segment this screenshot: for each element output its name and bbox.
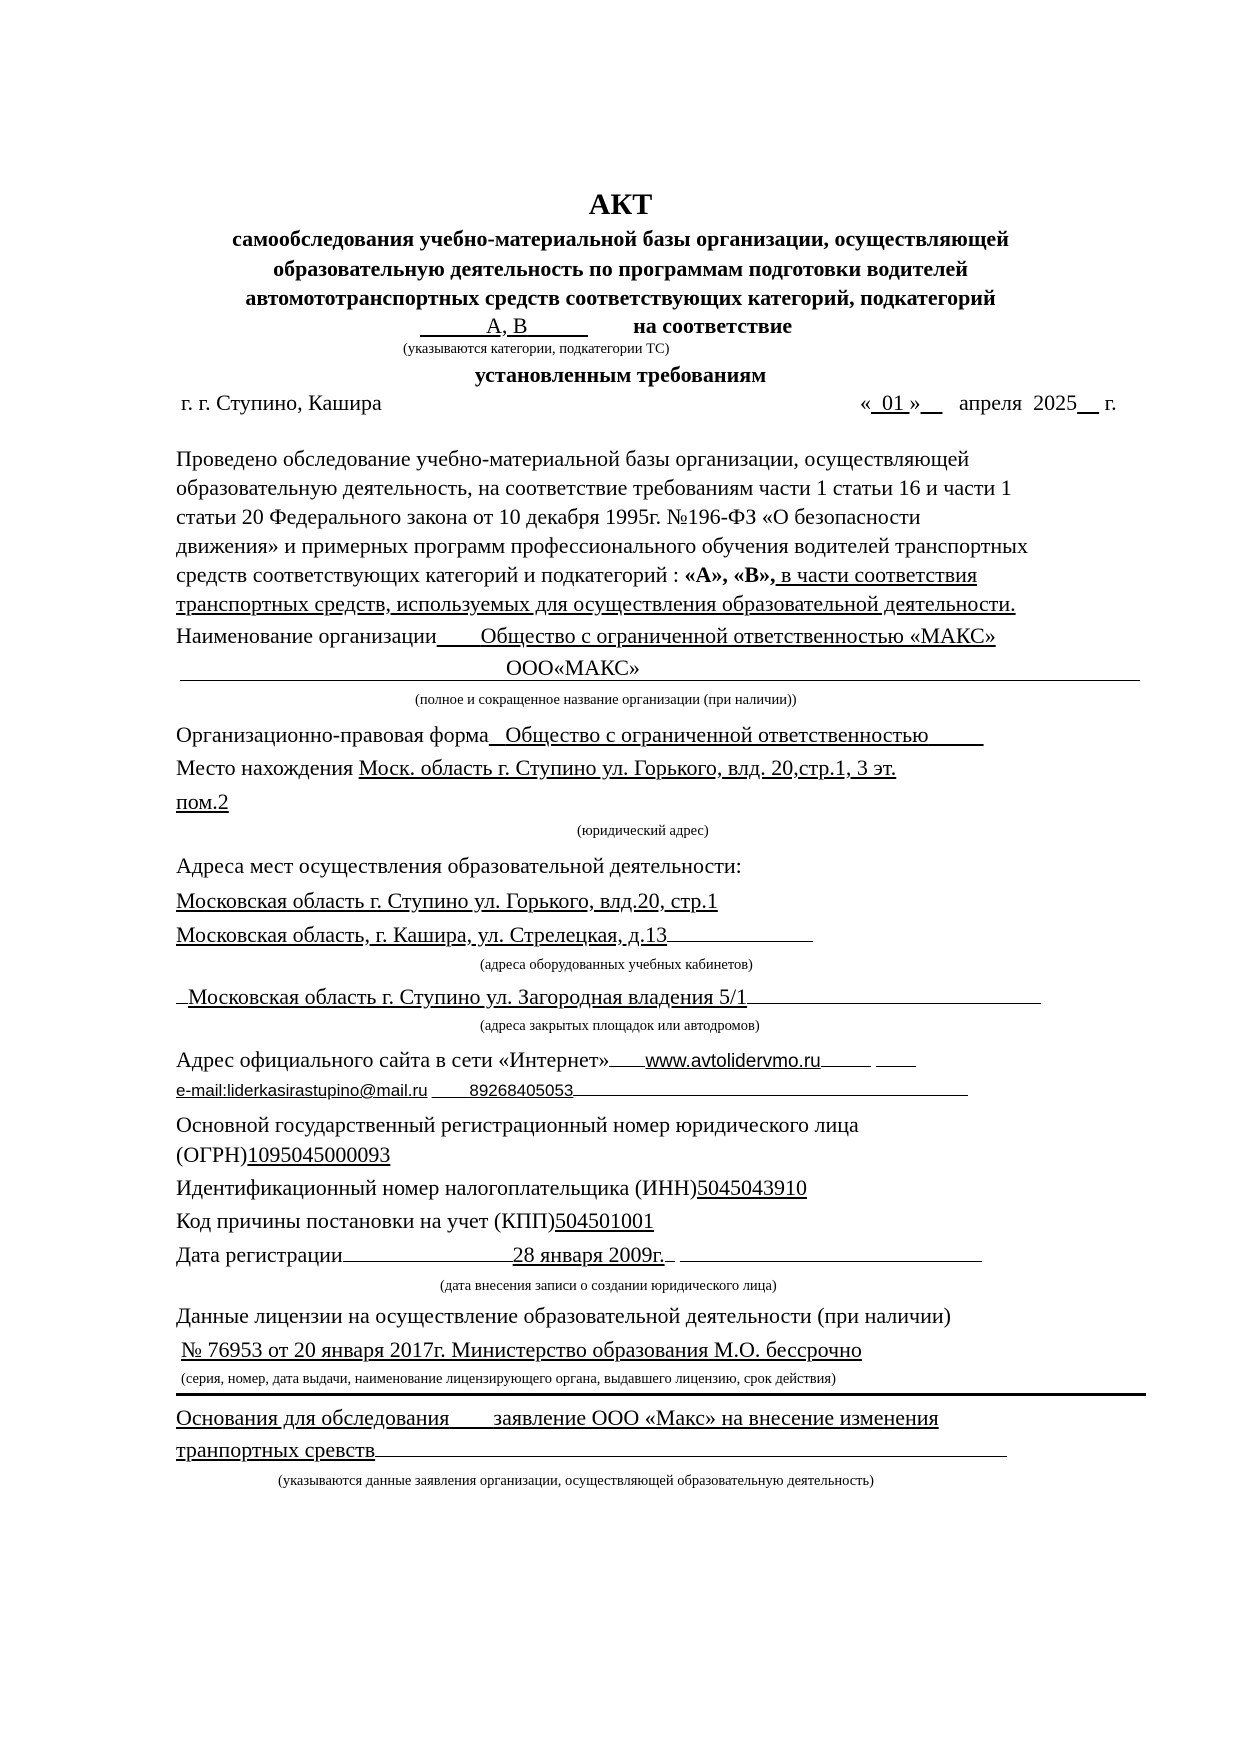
location-line-1: Моск. область г. Ступино ул. Горького, влд. 20,стр.1, 3 эт. (358, 755, 897, 780)
intro-line-5: средств соответствующих категорий и подкатегорий : «А», «В», в части соответствия (176, 562, 978, 587)
intro-line-2: образовательную деятельность, на соответствие требованиям части 1 статьи 16 и части 1 (176, 475, 1012, 500)
license-value: № 76953 от 20 января 2017г. Министерство образования М.О. бессрочно (181, 1337, 862, 1362)
location-note: (юридический адрес) (577, 823, 709, 839)
categories-value: А, В (486, 313, 528, 338)
site-address-row (176, 983, 1041, 1010)
kpp-value: 504501001 (555, 1208, 655, 1233)
inn-row (176, 1175, 807, 1201)
basis-value-line-1: заявление ООО «Макс» на внесение изменения (493, 1405, 939, 1430)
location-row (176, 755, 896, 781)
license-note: (серия, номер, дата выдачи, наименование лицензирующего органа, выдавшего лицензию, срок действия) (181, 1371, 836, 1387)
kpp-label: Код причины постановки на учет (КПП) (176, 1208, 556, 1233)
legal-form-row (176, 722, 984, 748)
org-short-name: ООО«МАКС» (506, 655, 640, 680)
intro-line-4: движения» и примерных программ профессионального обучения водителей транспортных (176, 533, 1028, 558)
basis-value-line-2: транпортных сревств (176, 1437, 376, 1462)
ogrn-label-line-1: Основной государственный регистрационный номер юридического лица (176, 1112, 859, 1137)
basis-row (176, 1405, 939, 1431)
legal-form-value: Общество с ограниченной ответственностью (505, 722, 929, 747)
ogrn-label-line-2: (ОГРН) (176, 1142, 248, 1167)
basis-label: Основания для обследования (176, 1405, 450, 1430)
intro-categories: «А», «В», (684, 562, 776, 587)
subtitle-tail: на соответствие (633, 313, 793, 338)
inn-label: Идентификационный номер налогоплательщика (ИНН) (176, 1175, 698, 1200)
cabinets-note: (адреса оборудованных учебных кабинетов) (480, 957, 753, 973)
cabinet-address-1: Московская область г. Ступино ул. Горького, влд.20, стр.1 (176, 888, 718, 913)
subtitle-line-3: автомототранспортных средств соответствующих категорий, подкатегорий (245, 285, 996, 310)
reg-date-row (176, 1241, 982, 1268)
intro-line-3: статьи 20 Федерального закона от 10 декабря 1995г. №196-ФЗ «О безопасности (176, 504, 921, 529)
subtitle-line-5: установленным требованиям (474, 362, 767, 387)
legal-form-label: Организационно-правовая форма (176, 722, 489, 747)
inn-value: 5045043910 (697, 1175, 808, 1200)
date-month: апреля (959, 390, 1023, 415)
phone: 89268405053 (469, 1081, 574, 1100)
basis-row-2 (176, 1436, 1007, 1463)
basis-note: (указываются данные заявления организации, осуществляющей образовательную деятельность) (278, 1473, 874, 1489)
categories-note: (указываются категории, подкатегории ТС) (403, 341, 670, 357)
intro-line-1: Проведено обследование учебно-материальной базы организации, осуществляющей (176, 446, 970, 471)
org-name-note: (полное и сокращенное название организации (при наличии)) (415, 692, 797, 708)
ogrn-value: 1095045000093 (247, 1142, 391, 1167)
site-address: Московская область г. Ступино ул. Загородная владения 5/1 (188, 984, 748, 1009)
ogrn-row (176, 1142, 390, 1168)
document-title: АКТ (588, 188, 653, 221)
location-line-2: пом.2 (176, 789, 229, 814)
cabinet-address-2-row (176, 921, 813, 948)
license-label: Данные лицензии на осуществление образовательной деятельности (при наличии) (176, 1303, 951, 1328)
website-label: Адрес официального сайта в сети «Интернет» (176, 1047, 610, 1072)
city: г. г. Ступино, Кашира (181, 390, 382, 415)
subtitle-line-1: самообследования учебно-материальной базы организации, осуществляющей (232, 226, 1009, 251)
cabinet-address-2: Московская область, г. Кашира, ул. Стрелецкая, д.13 (176, 922, 668, 947)
org-short-name-rule (180, 680, 1140, 681)
reg-date-value: 28 января 2009г. (512, 1242, 665, 1267)
act-date: « 01 » апреля 2025 г. (860, 390, 1117, 415)
subtitle-line-2: образовательную деятельность по программам подготовки водителей (273, 256, 968, 281)
site-note: (адреса закрытых площадок или автодромов) (480, 1018, 760, 1034)
location-label: Место нахождения (176, 755, 354, 780)
intro-line-6: транспортных средств, используемых для осуществления образовательной деятельности. (176, 591, 1016, 616)
website-link[interactable]: www.avtolidervmo.ru (645, 1051, 821, 1072)
categories-row (420, 313, 792, 339)
edu-addresses-label: Адреса мест осуществления образовательной деятельности: (176, 853, 742, 878)
reg-date-label: Дата регистрации (176, 1242, 343, 1267)
email-phone-row (176, 1078, 968, 1101)
kpp-row (176, 1208, 654, 1234)
email[interactable]: e-mail:liderkasirastupino@mail.ru (176, 1081, 428, 1100)
org-full-name: Общество с ограниченной ответственностью «МАКС» (480, 623, 996, 648)
date-year: 2025 (1033, 390, 1078, 415)
reg-date-note: (дата внесения записи о создании юридического лица) (440, 1278, 777, 1294)
date-day: 01 (882, 390, 904, 415)
license-rule (176, 1393, 1146, 1396)
org-name-row (176, 623, 996, 649)
org-name-label: Наименование организации (176, 623, 437, 648)
website-row (176, 1046, 916, 1073)
